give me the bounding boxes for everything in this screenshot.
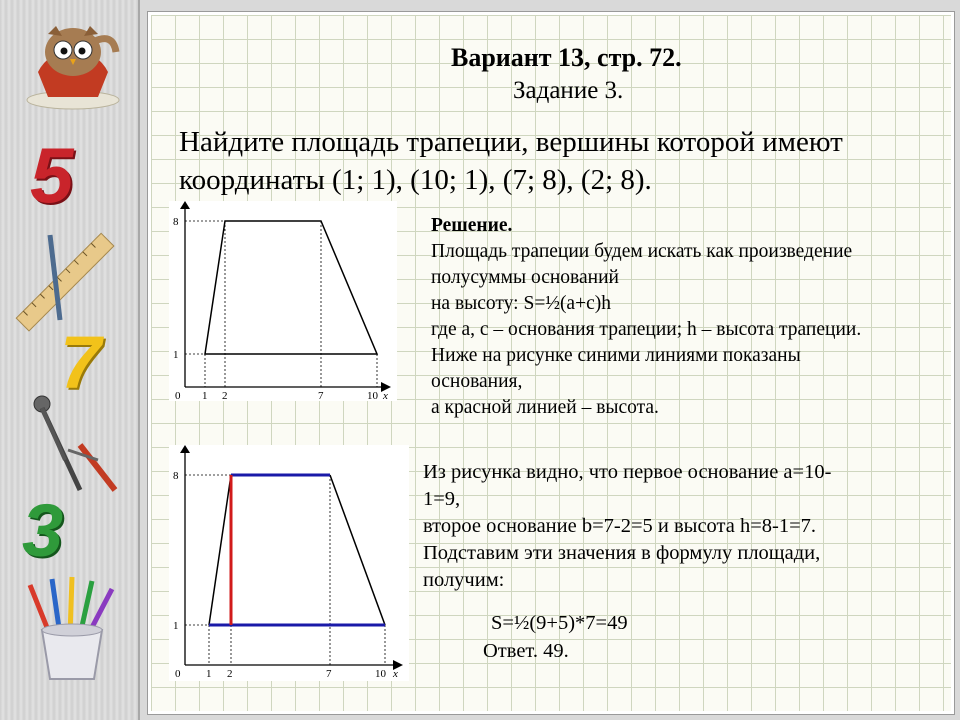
problem-statement <box>179 123 939 199</box>
x-tick-label-2: 2 <box>222 390 228 401</box>
y-tick-label-1: 1 <box>173 349 179 361</box>
pencil-cup-icon <box>20 575 125 685</box>
solution-line: Ниже на рисунке синими линиями показаны <box>431 345 801 366</box>
solution-line: на высоту: S=½(a+c)h <box>431 293 611 314</box>
solution-line: основания, <box>431 371 523 392</box>
y-tick-label-1: 1 <box>173 620 179 632</box>
x-axis-label: x <box>393 668 398 680</box>
y-tick-label-8: 8 <box>173 216 179 228</box>
x-tick-label-2: 2 <box>227 668 233 680</box>
ruler-pencil-icon <box>15 225 125 335</box>
page-title: Вариант 13, стр. 72. <box>451 43 682 72</box>
problem-line: координаты (1; 1), (10; 1), (7; 8), (2; 8). <box>179 164 652 196</box>
conclusion-line: Из рисунка видно, что первое основание а=10- <box>423 461 832 483</box>
owl-mascot-icon <box>18 12 128 112</box>
conclusion-line: получим: <box>423 569 505 591</box>
conclusion-line: второе основание b=7-2=5 и высота h=8-1=7. <box>423 515 817 537</box>
area-formula: S=½(9+5)*7=49 <box>491 612 628 634</box>
slide <box>148 12 954 714</box>
x-tick-label-0: 0 <box>175 668 181 680</box>
problem-line: Найдите площадь трапеции, вершины которой имеют <box>179 126 843 158</box>
conclusion-line: 1=9, <box>423 488 461 510</box>
digit-7-decoration: 7 <box>60 321 102 404</box>
conclusion-block <box>423 459 923 594</box>
digit-5-decoration: 5 <box>30 131 74 219</box>
x-tick-label-1: 1 <box>202 390 208 401</box>
solution-line: а красной линией – высота. <box>431 397 659 418</box>
trapezoid-graph-plain <box>169 201 397 401</box>
solution-line: Площадь трапеции будем искать как произведение <box>431 241 853 262</box>
y-tick-label-8: 8 <box>173 470 179 482</box>
compass-icon <box>20 390 125 500</box>
task-number: Задание 3. <box>513 77 624 104</box>
x-tick-label-10: 10 <box>367 390 378 401</box>
x-tick-label-7: 7 <box>326 668 332 680</box>
decorative-sidebar <box>0 0 140 720</box>
x-tick-label-7: 7 <box>318 390 324 401</box>
answer: Ответ. 49. <box>483 640 569 662</box>
solution-heading: Решение. <box>431 215 513 236</box>
x-tick-label-0: 0 <box>175 390 181 401</box>
x-tick-label-1: 1 <box>206 668 212 680</box>
digit-3-decoration: 3 <box>22 489 64 572</box>
solution-block <box>431 213 951 421</box>
x-tick-label-10: 10 <box>375 668 386 680</box>
result-block <box>483 609 783 665</box>
trapezoid-graph-annotated <box>169 445 409 681</box>
solution-line: где а, с – основания трапеции; h – высота трапеции. <box>431 319 862 340</box>
x-axis-label: x <box>383 390 388 401</box>
solution-line: полусуммы оснований <box>431 267 619 288</box>
conclusion-line: Подставим эти значения в формулу площади, <box>423 542 821 564</box>
